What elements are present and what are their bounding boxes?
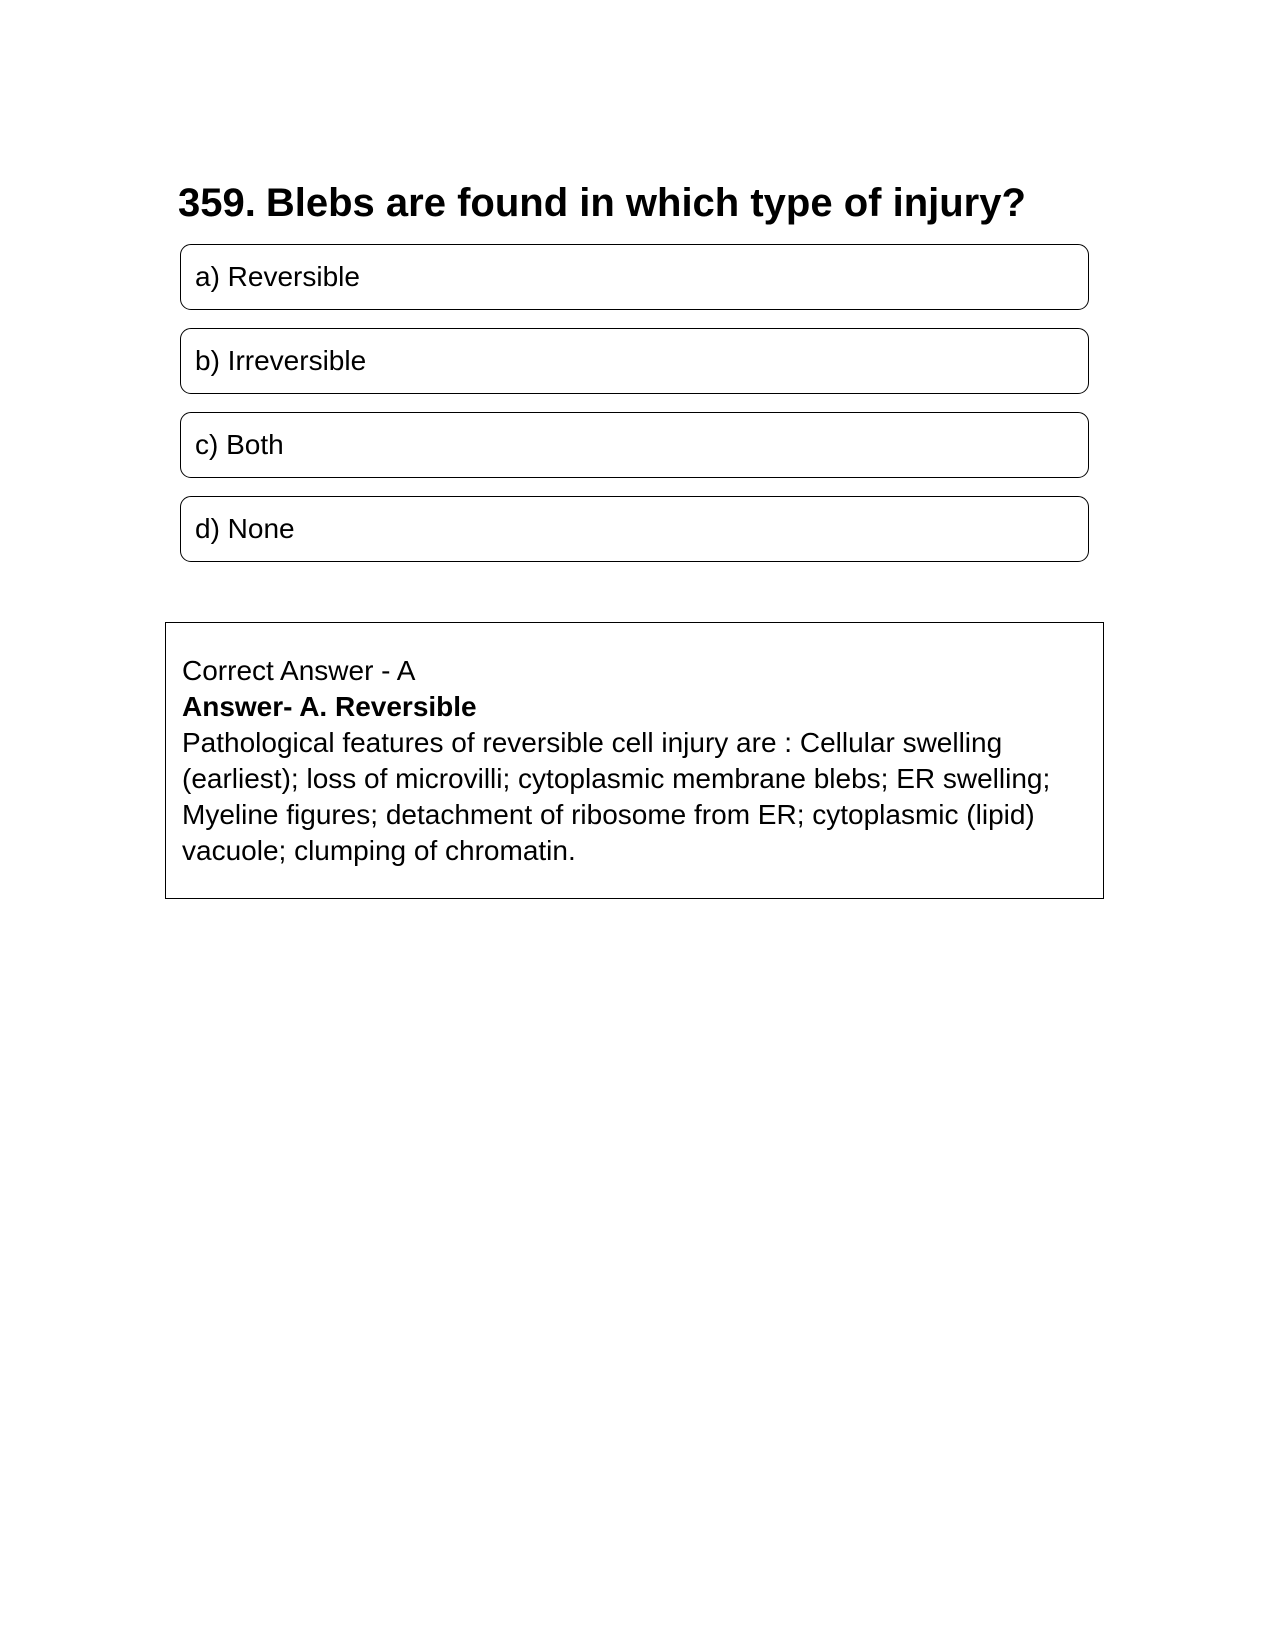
correct-answer-line: Correct Answer - A [182, 655, 416, 686]
option-d[interactable]: d) None [180, 496, 1089, 562]
question-text: Blebs are found in which type of injury? [265, 181, 1026, 225]
answer-title: Answer- A. Reversible [182, 691, 477, 722]
answer-explanation: Pathological features of reversible cell injury are : Cellular swelling (earliest); loss of microvilli; cytoplasmic membrane blebs; ER swelling; Myeline figures; detachment of ribosome from ER; cytoplasmic (lipid) vacuole; clumping of chromatin. [182, 727, 1051, 866]
question-number: 359. [178, 181, 256, 225]
question-heading [178, 176, 1118, 230]
answer-box [165, 622, 1104, 899]
option-c[interactable]: c) Both [180, 412, 1089, 478]
option-a[interactable]: a) Reversible [180, 244, 1089, 310]
option-b[interactable]: b) Irreversible [180, 328, 1089, 394]
